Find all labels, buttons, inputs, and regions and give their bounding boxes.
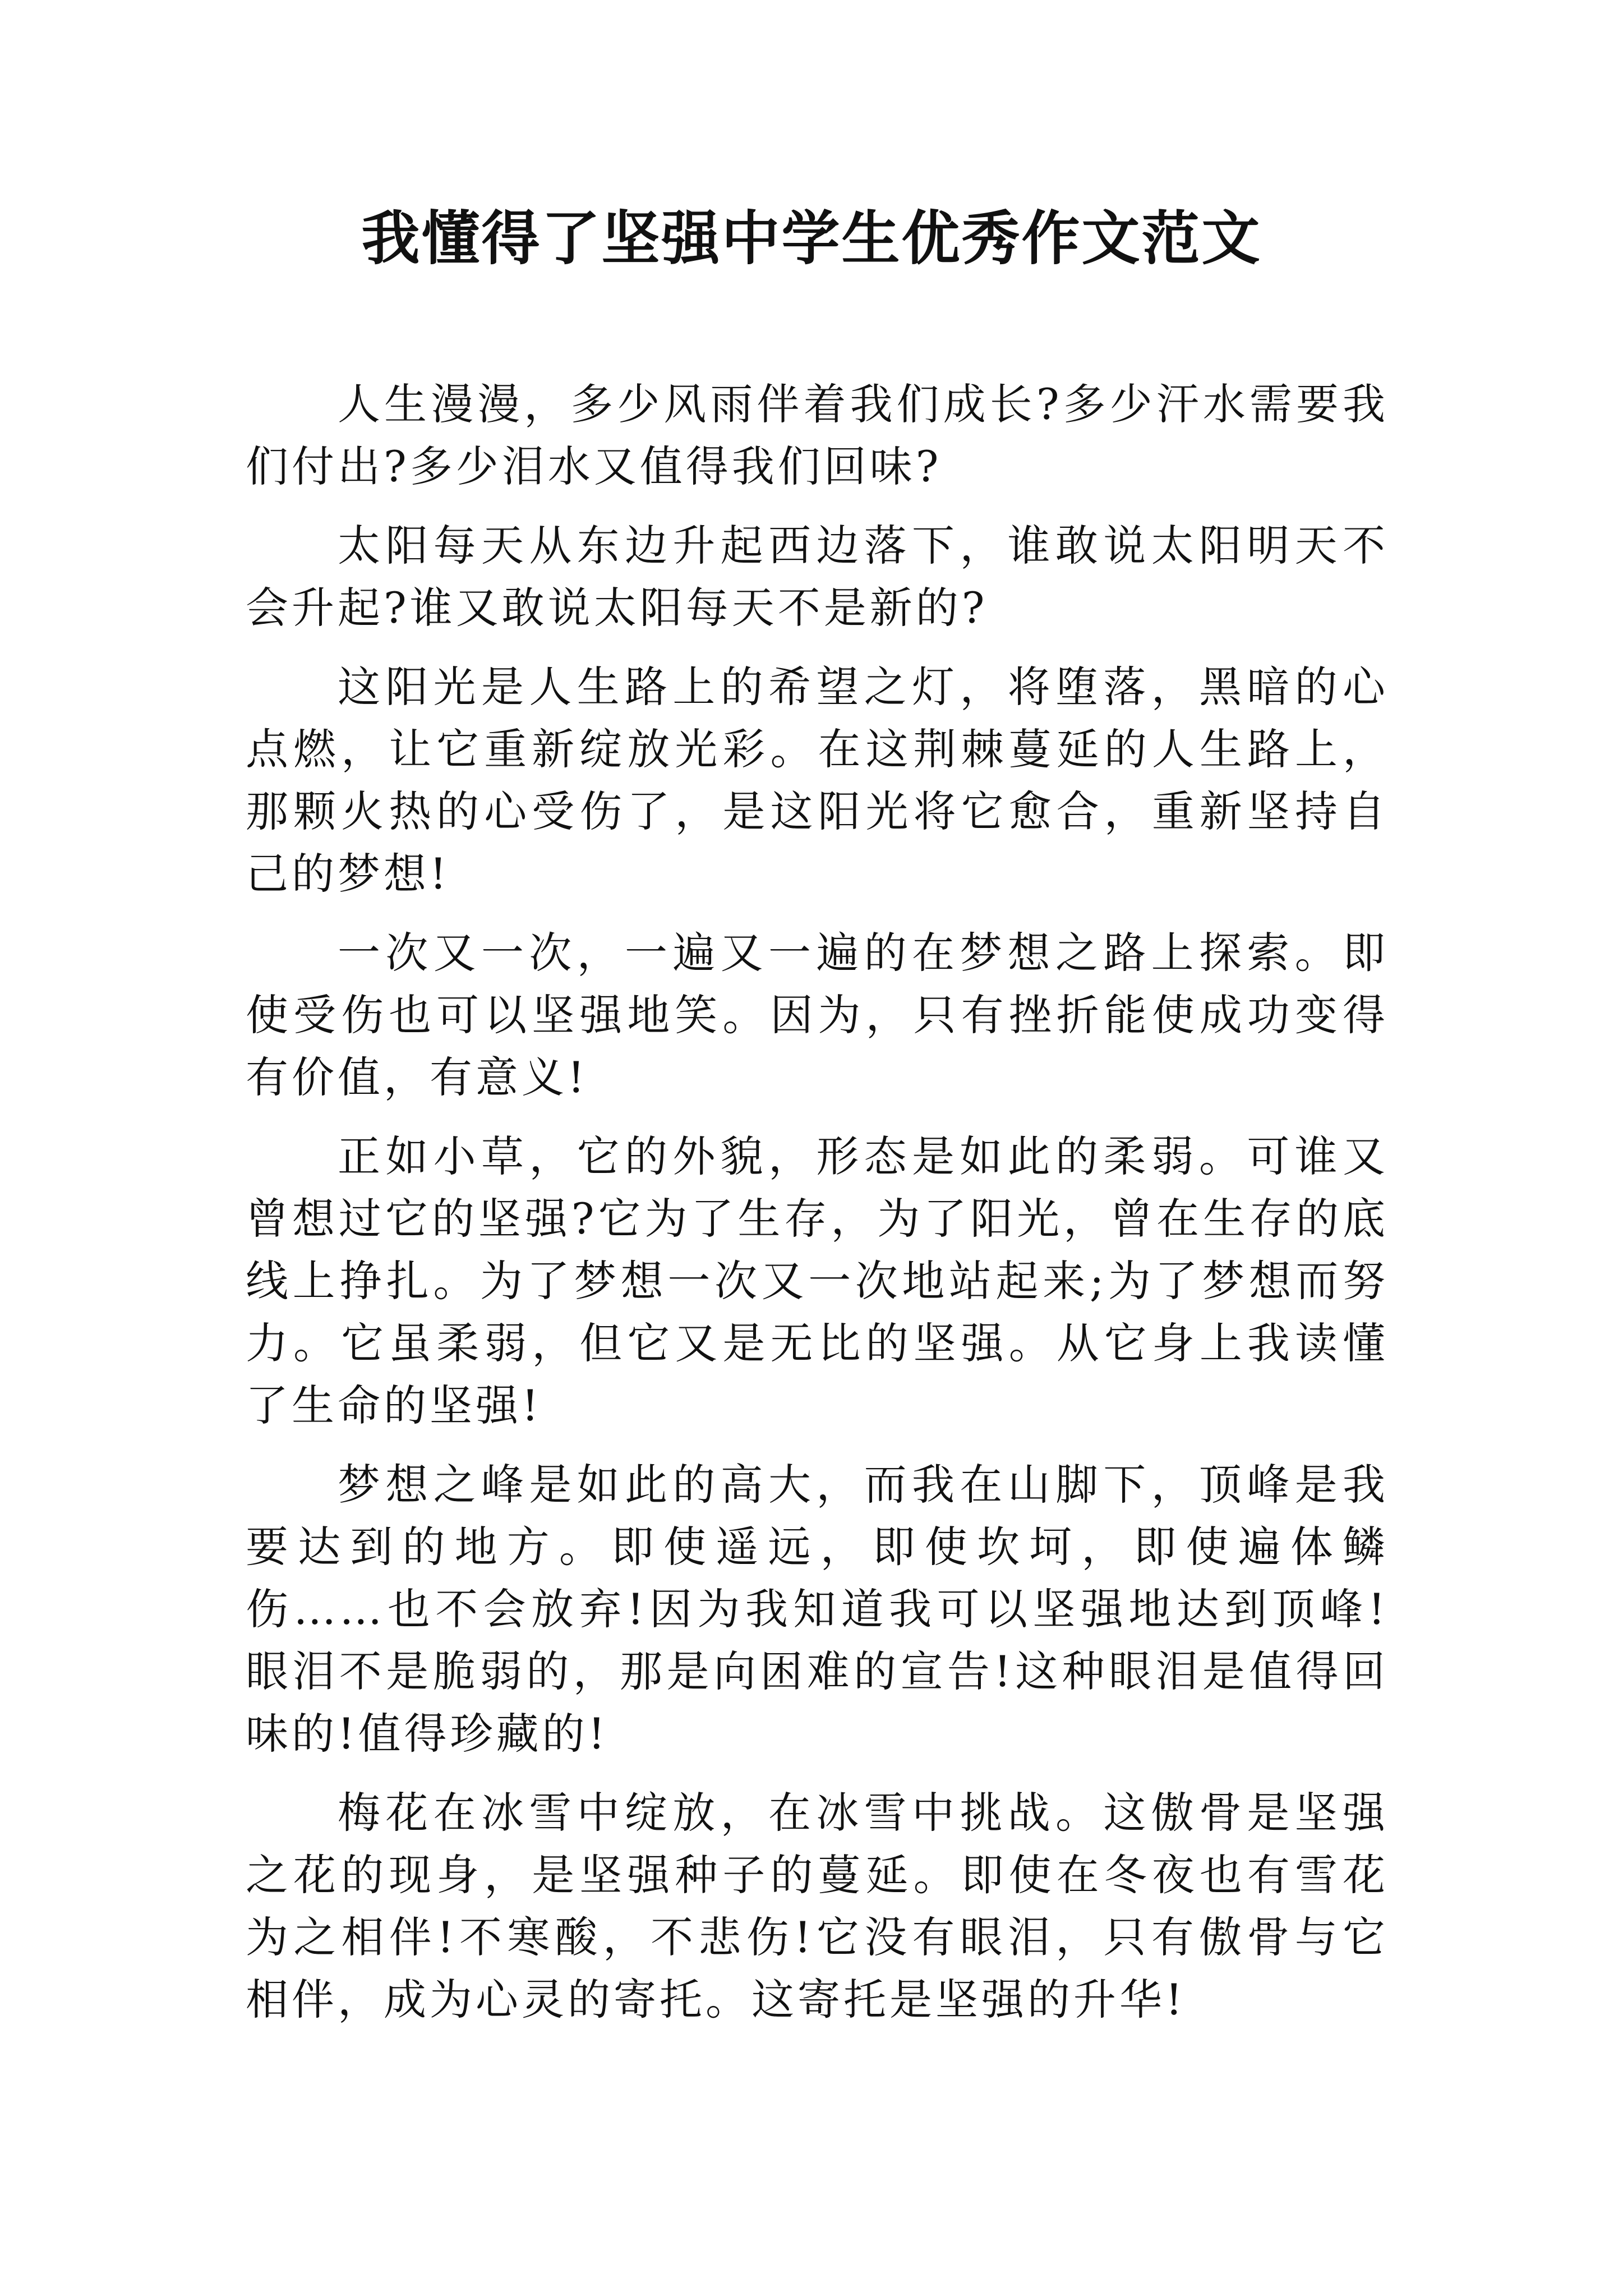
paragraph-1: 人生漫漫，多少风雨伴着我们成长?多少汗水需要我们付出?多少泪水又值得我们回味? xyxy=(246,379,1389,491)
paragraph-2: 太阳每天从东边升起西边落下，谁敢说太阳明天不会升起?谁又敢说太阳每天不是新的? xyxy=(246,521,1389,633)
paragraph-4: 一次又一次，一遍又一遍的在梦想之路上探索。即使受伤也可以坚强地笑。因为，只有挫折能使成功变得有价值，有意义! xyxy=(246,928,1389,1102)
paragraph-7: 梅花在冰雪中绽放，在冰雪中挑战。这傲骨是坚强之花的现身，是坚强种子的蔓延。即使在冬夜也有雪花为之相伴!不寒酸，不悲伤!它没有眼泪，只有傲骨与它相伴，成为心灵的寄托。这寄托是坚强的升华! xyxy=(246,1788,1389,2024)
document-body xyxy=(246,373,1389,2047)
paragraph-3: 这阳光是人生路上的希望之灯，将堕落，黑暗的心点燃，让它重新绽放光彩。在这荆棘蔓延的人生路上，那颗火热的心受伤了，是这阳光将它愈合，重新坚持自己的梦想! xyxy=(246,662,1389,899)
document-title: 我懂得了坚强中学生优秀作文范文 xyxy=(361,204,1262,273)
paragraph-6: 梦想之峰是如此的高大，而我在山脚下，顶峰是我要达到的地方。即使遥远，即使坎坷，即使遍体鳞伤……也不会放弃!因为我知道我可以坚强地达到顶峰!眼泪不是脆弱的，那是向困难的宣告!这种眼泪是值得回味的!值得珍藏的! xyxy=(246,1460,1389,1759)
paragraph-5: 正如小草，它的外貌，形态是如此的柔弱。可谁又曾想过它的坚强?它为了生存，为了阳光，曾在生存的底线上挣扎。为了梦想一次又一次地站起来;为了梦想而努力。它虽柔弱，但它又是无比的坚强。从它身上我读懂了生命的坚强! xyxy=(246,1131,1389,1430)
